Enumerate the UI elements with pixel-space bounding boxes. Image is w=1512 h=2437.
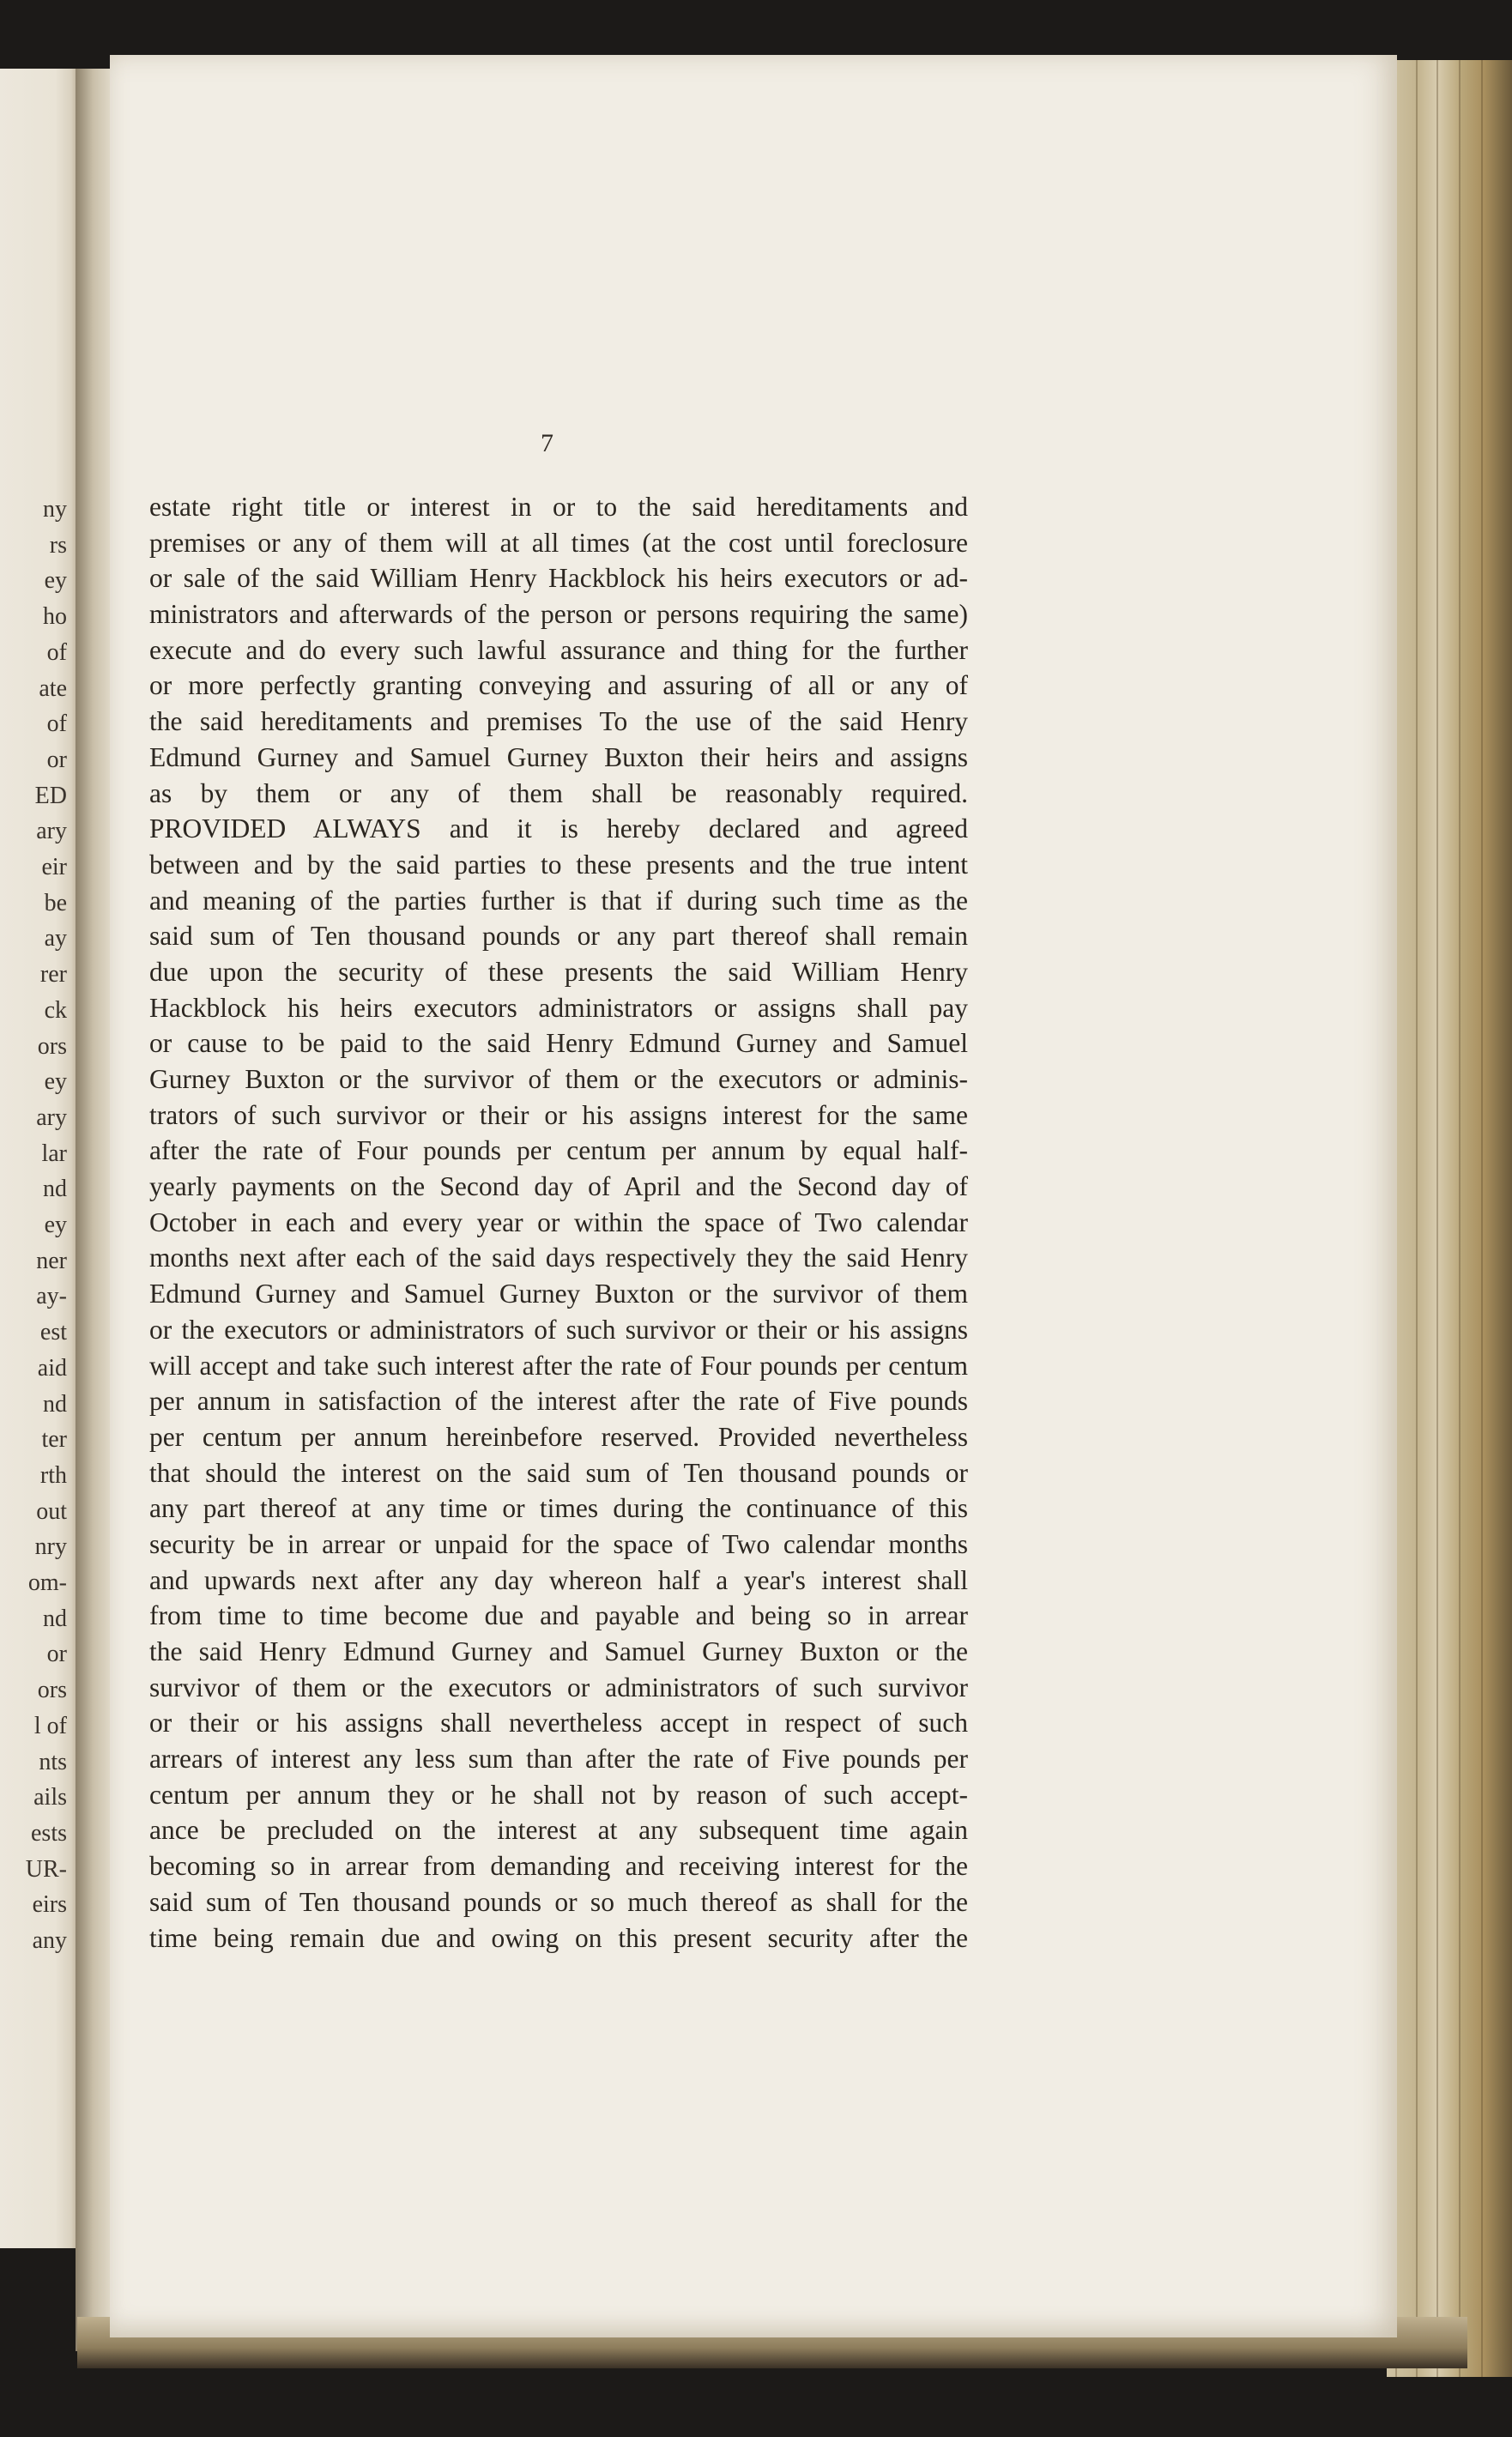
text-line: any part thereof at any time or times during the continuance of this: [149, 1493, 968, 1524]
text-line: or their or his assigns shall nevertheless accept in respect of such: [149, 1708, 968, 1739]
text-line: per annum in satisfaction of the interest after the rate of Five pounds: [149, 1386, 968, 1417]
left-page-fragment: ay-: [36, 1283, 67, 1310]
left-page-fragment: ary: [36, 818, 67, 845]
left-page-fragment: ary: [36, 1104, 67, 1131]
text-line: yearly payments on the Second day of April and the Second day of: [149, 1171, 968, 1202]
text-line: ance be precluded on the interest at any subsequent time again: [149, 1815, 968, 1846]
left-page-fragment: rs: [49, 531, 67, 559]
text-line: or sale of the said William Henry Hackblock his heirs executors or ad-: [149, 563, 968, 594]
left-page-text-fragments: [0, 69, 79, 2248]
left-page-fragment: eirs: [32, 1891, 67, 1919]
left-page-fragment: aid: [37, 1354, 67, 1382]
text-line: and meaning of the parties further is that if during such time as the: [149, 885, 968, 916]
left-page-fragment: ors: [37, 1677, 67, 1704]
text-line: centum per annum they or he shall not by reason of such accept-: [149, 1779, 968, 1810]
left-page-fragment: be: [44, 889, 67, 916]
left-page-fragment: ate: [39, 674, 67, 702]
left-page-fragment: ests: [31, 1819, 67, 1847]
left-page-fragment: ner: [36, 1247, 67, 1274]
text-line: will accept and take such interest after the rate of Four pounds per centum: [149, 1350, 968, 1381]
text-line: ministrators and afterwards of the person or persons requiring the same): [149, 599, 968, 630]
left-facing-page: [0, 69, 79, 2248]
text-line: becoming so in arrear from demanding and receiving interest for the: [149, 1851, 968, 1882]
left-page-fragment: lar: [41, 1140, 67, 1167]
page-number: 7: [541, 429, 553, 457]
left-page-fragment: nd: [43, 1176, 67, 1203]
left-page-fragment: ter: [41, 1426, 67, 1454]
text-line: Edmund Gurney and Samuel Gurney Buxton or the survivor of them: [149, 1279, 968, 1309]
left-page-fragment: or: [46, 1641, 67, 1668]
left-page-fragment: nry: [34, 1533, 67, 1561]
text-line: said sum of Ten thousand pounds or so much thereof as shall for the: [149, 1886, 968, 1917]
text-line: Hackblock his heirs executors administrators or assigns shall pay: [149, 992, 968, 1023]
text-line: from time to time become due and payable and being so in arrear: [149, 1600, 968, 1631]
text-line: security be in arrear or unpaid for the space of Two calendar months: [149, 1528, 968, 1559]
text-line: or cause to be paid to the said Henry Edmund Gurney and Samuel: [149, 1028, 968, 1059]
text-line: Edmund Gurney and Samuel Gurney Buxton their heirs and assigns: [149, 741, 968, 772]
left-page-fragment: ny: [43, 496, 67, 523]
text-line: that should the interest on the said sum of Ten thousand pounds or: [149, 1457, 968, 1488]
left-page-fragment: ails: [33, 1784, 67, 1811]
text-line: and upwards next after any day whereon half a year's interest shall: [149, 1564, 968, 1595]
left-page-fragment: any: [32, 1927, 67, 1954]
left-page-fragment: ey: [44, 1068, 67, 1096]
page-edge-line: [1481, 60, 1483, 2377]
text-line: per centum per annum hereinbefore reserved. Provided nevertheless: [149, 1421, 968, 1452]
left-page-fragment: out: [36, 1497, 67, 1525]
left-page-fragment: ck: [44, 996, 67, 1024]
text-line: due upon the security of these presents the said William Henry: [149, 956, 968, 987]
text-line: said sum of Ten thousand pounds or any part thereof shall remain: [149, 921, 968, 952]
left-page-fragment: ey: [44, 567, 67, 595]
left-page-fragment: l of: [33, 1712, 67, 1739]
text-line: survivor of them or the executors or administrators of such survivor: [149, 1672, 968, 1702]
text-line: PROVIDED ALWAYS and it is hereby declared and agreed: [149, 813, 968, 844]
text-line: months next after each of the said days respectively they the said Henry: [149, 1243, 968, 1273]
text-line: Gurney Buxton or the survivor of them or the executors or adminis-: [149, 1064, 968, 1094]
left-page-fragment: of: [46, 711, 67, 738]
page-edge-line: [1416, 60, 1418, 2377]
text-line: execute and do every such lawful assurance and thing for the further: [149, 634, 968, 665]
left-page-fragment: UR-: [25, 1855, 67, 1883]
left-page-fragment: of: [46, 638, 67, 666]
text-line: after the rate of Four pounds per centum per annum by equal half-: [149, 1135, 968, 1166]
page-edge-line: [1436, 60, 1438, 2377]
page-edge-line: [1459, 60, 1461, 2377]
text-line: as by them or any of them shall be reasonably required.: [149, 777, 968, 808]
text-line: arrears of interest any less sum than after the rate of Five pounds per: [149, 1744, 968, 1775]
text-line: the said Henry Edmund Gurney and Samuel Gurney Buxton or the: [149, 1636, 968, 1666]
text-line: or more perfectly granting conveying and assuring of all or any of: [149, 670, 968, 701]
page-edges-right: [1387, 60, 1512, 2377]
left-page-fragment: rth: [39, 1461, 67, 1489]
text-line: the said hereditaments and premises To the use of the said Henry: [149, 706, 968, 737]
left-page-fragment: nts: [39, 1748, 67, 1775]
left-page-fragment: ors: [37, 1032, 67, 1060]
left-page-fragment: ho: [43, 603, 67, 631]
left-page-fragment: nd: [43, 1605, 67, 1632]
document-body-text: [149, 489, 968, 1956]
left-page-fragment: nd: [43, 1390, 67, 1418]
text-line: October in each and every year or within the space of Two calendar: [149, 1206, 968, 1237]
left-page-fragment: ay: [44, 925, 67, 952]
left-page-fragment: ED: [34, 782, 67, 809]
text-line: premises or any of them will at all times (at the cost until foreclosure: [149, 527, 968, 558]
left-page-fragment: rer: [39, 961, 67, 989]
left-page-fragment: om-: [27, 1569, 67, 1596]
left-page-fragment: eir: [41, 854, 67, 880]
left-page-fragment: est: [39, 1319, 67, 1346]
text-line: time being remain due and owing on this present security after the: [149, 1922, 968, 1953]
text-line: estate right title or interest in or to the said hereditaments and: [149, 492, 968, 522]
left-page-fragment: ey: [44, 1212, 67, 1238]
text-line: between and by the said parties to these presents and the true intent: [149, 849, 968, 880]
text-line: or the executors or administrators of such survivor or their or his assigns: [149, 1314, 968, 1345]
text-line: trators of such survivor or their or his assigns interest for the same: [149, 1099, 968, 1130]
left-page-fragment: or: [46, 746, 67, 773]
